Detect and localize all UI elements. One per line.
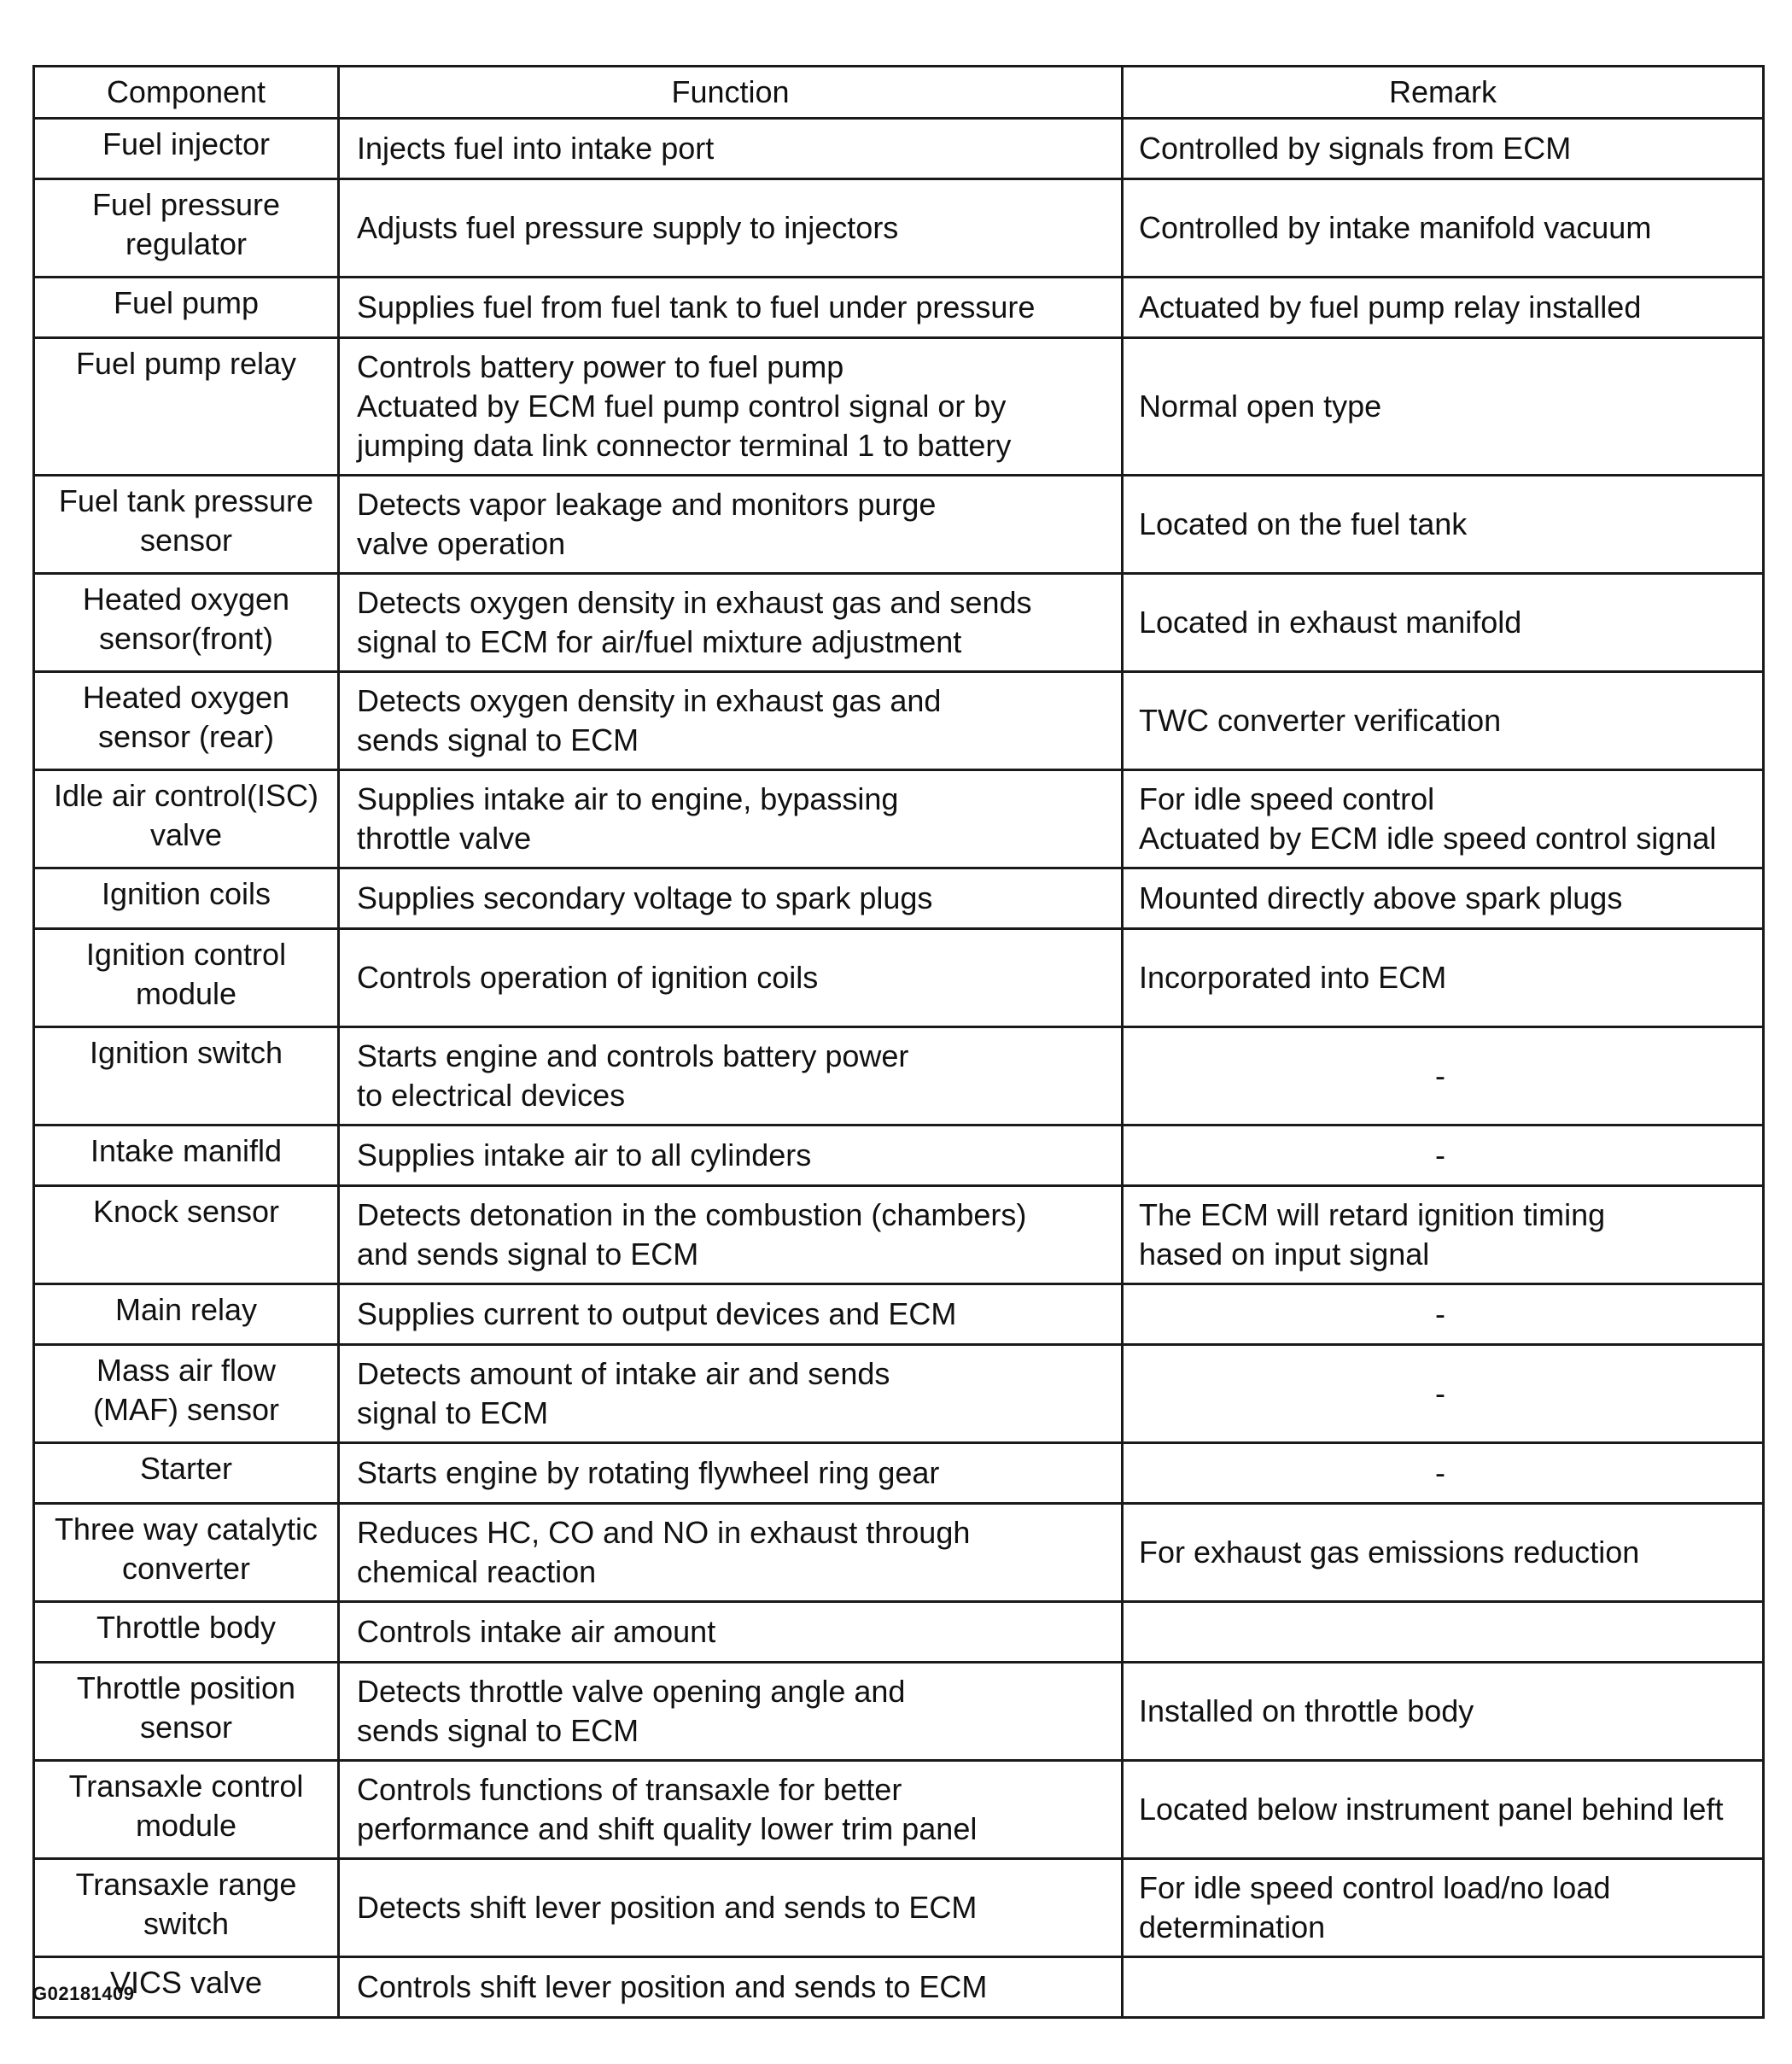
table-row — [34, 1663, 1764, 1761]
cell-component-line: switch — [143, 1906, 230, 1941]
cell-function-line: Controls functions of transaxle for better — [357, 1772, 902, 1807]
cell-component-line: Fuel pump relay — [75, 346, 297, 381]
cell-remark — [1123, 1602, 1764, 1663]
cell-function-line: Detects vapor leakage and monitors purge — [357, 487, 937, 522]
cell-remark-line: Mounted directly above spark plugs — [1139, 880, 1623, 915]
cell-component-line: Transaxle control — [68, 1769, 304, 1804]
cell-remark-line: hased on input signal — [1139, 1237, 1430, 1272]
table-header-row — [34, 67, 1764, 119]
cell-function-line: signal to ECM for air/fuel mixture adjustment — [357, 624, 962, 659]
cell-component — [34, 1602, 339, 1663]
cell-function-line: chemical reaction — [357, 1554, 597, 1589]
cell-component-line: Mass air flow — [96, 1353, 277, 1388]
cell-component-line: valve — [149, 817, 223, 852]
cell-component-line: Fuel injector — [102, 126, 271, 161]
cell-component-line: Fuel pressure — [91, 187, 281, 222]
cell-remark — [1123, 1345, 1764, 1443]
cell-remark-line: For exhaust gas emissions reduction — [1139, 1535, 1640, 1570]
cell-function — [339, 770, 1123, 868]
column-header-remark: Remark — [1123, 67, 1764, 119]
cell-remark — [1123, 1027, 1764, 1126]
cell-component-line: Knock sensor — [92, 1194, 280, 1229]
cell-component-line: (MAF) sensor — [92, 1392, 280, 1427]
cell-component-line: Throttle position — [76, 1670, 296, 1705]
cell-remark-line: Actuated by fuel pump relay installed — [1139, 289, 1642, 325]
cell-remark-line: - — [1435, 1058, 1445, 1093]
cell-component-line: sensor (rear) — [97, 719, 275, 754]
cell-component — [34, 1504, 339, 1602]
table-row — [34, 179, 1764, 278]
cell-component — [34, 1027, 339, 1126]
cell-remark-line: - — [1435, 1376, 1445, 1411]
table-row — [34, 338, 1764, 476]
cell-function-line: Detects shift lever position and sends to ECM — [357, 1890, 978, 1925]
cell-component-line: Fuel tank pressure — [58, 483, 314, 518]
cell-function — [339, 868, 1123, 929]
cell-component — [34, 338, 339, 476]
cell-function-line: Controls intake air amount — [357, 1614, 716, 1649]
cell-function-line: Starts engine by rotating flywheel ring gear — [357, 1455, 940, 1490]
cell-remark-line: Normal open type — [1139, 389, 1382, 424]
cell-function — [339, 476, 1123, 574]
cell-function-line: Adjusts fuel pressure supply to injectors — [357, 210, 899, 245]
cell-function — [339, 1186, 1123, 1284]
cell-function — [339, 1602, 1123, 1663]
cell-component-line: module — [135, 1808, 237, 1843]
cell-remark-line: determination — [1139, 1909, 1326, 1944]
cell-component-line: Ignition switch — [89, 1035, 283, 1070]
cell-component — [34, 1284, 339, 1345]
cell-function-line: sends signal to ECM — [357, 722, 639, 757]
cell-component — [34, 770, 339, 868]
cell-function-line: throttle valve — [357, 821, 532, 856]
table-row — [34, 1284, 1764, 1345]
cell-remark-line: Installed on throttle body — [1139, 1693, 1474, 1728]
cell-component-line: sensor — [139, 1710, 233, 1745]
cell-function — [339, 179, 1123, 278]
cell-remark — [1123, 1126, 1764, 1186]
cell-function-line: to electrical devices — [357, 1078, 626, 1113]
cell-remark — [1123, 1186, 1764, 1284]
cell-function-line: Detects oxygen density in exhaust gas and sends — [357, 585, 1032, 620]
cell-component — [34, 929, 339, 1027]
cell-remark — [1123, 1663, 1764, 1761]
cell-component-line: regulator — [125, 226, 248, 261]
cell-function-line: Injects fuel into intake port — [357, 131, 715, 166]
table-row — [34, 1602, 1764, 1663]
cell-remark-line: - — [1435, 1137, 1445, 1172]
cell-remark — [1123, 929, 1764, 1027]
cell-component-line: Fuel pump — [113, 285, 260, 320]
cell-function — [339, 278, 1123, 338]
cell-function-line: and sends signal to ECM — [357, 1237, 699, 1272]
cell-component — [34, 476, 339, 574]
cell-function-line: Detects throttle valve opening angle and — [357, 1674, 906, 1709]
table-row — [34, 1504, 1764, 1602]
cell-component-line: Intake manifld — [90, 1133, 283, 1168]
cell-component-line: Idle air control(ISC) — [53, 778, 319, 813]
cell-remark-line: Actuated by ECM idle speed control signal — [1139, 821, 1717, 856]
cell-remark — [1123, 179, 1764, 278]
cell-function-line: Controls battery power to fuel pump — [357, 349, 844, 384]
cell-remark — [1123, 1284, 1764, 1345]
cell-function-line: Controls shift lever position and sends to ECM — [357, 1969, 988, 2004]
cell-remark — [1123, 1957, 1764, 2018]
cell-remark — [1123, 672, 1764, 770]
column-header-component: Component — [34, 67, 339, 119]
cell-remark — [1123, 770, 1764, 868]
cell-function-line: jumping data link connector terminal 1 to battery — [357, 428, 1012, 463]
cell-component — [34, 672, 339, 770]
cell-component-line: Ignition coils — [101, 876, 271, 911]
cell-remark-line: TWC converter verification — [1139, 703, 1502, 738]
cell-function — [339, 1443, 1123, 1504]
cell-component-line: Main relay — [114, 1292, 258, 1327]
cell-function-line: valve operation — [357, 526, 566, 561]
table-row — [34, 1761, 1764, 1859]
cell-function — [339, 338, 1123, 476]
cell-function — [339, 1504, 1123, 1602]
table-row — [34, 672, 1764, 770]
cell-component-line: sensor(front) — [98, 621, 274, 656]
cell-function-line: Reduces HC, CO and NO in exhaust through — [357, 1515, 971, 1550]
cell-function — [339, 1284, 1123, 1345]
cell-function — [339, 119, 1123, 179]
table-row — [34, 868, 1764, 929]
cell-component — [34, 1443, 339, 1504]
cell-remark-line: Controlled by intake manifold vacuum — [1139, 210, 1652, 245]
table-row — [34, 1859, 1764, 1957]
cell-remark-line: For idle speed control load/no load — [1139, 1870, 1611, 1905]
cell-function — [339, 929, 1123, 1027]
cell-function — [339, 1126, 1123, 1186]
cell-component-line: converter — [121, 1551, 251, 1586]
cell-component — [34, 1663, 339, 1761]
cell-function — [339, 574, 1123, 672]
column-header-function: Function — [339, 67, 1123, 119]
cell-function-line: sends signal to ECM — [357, 1713, 639, 1748]
cell-component — [34, 1859, 339, 1957]
table-row — [34, 1345, 1764, 1443]
cell-remark-line: - — [1435, 1296, 1445, 1331]
cell-component — [34, 278, 339, 338]
cell-remark-line: For idle speed control — [1139, 781, 1435, 816]
cell-remark — [1123, 868, 1764, 929]
cell-function-line: Supplies intake air to all cylinders — [357, 1137, 812, 1172]
cell-remark — [1123, 119, 1764, 179]
cell-component — [34, 868, 339, 929]
table-row — [34, 574, 1764, 672]
cell-component-line: VICS valve — [109, 1965, 263, 2000]
table-row — [34, 770, 1764, 868]
cell-function-line: Supplies intake air to engine, bypassing — [357, 781, 899, 816]
table-row — [34, 1957, 1764, 2018]
cell-remark — [1123, 338, 1764, 476]
cell-function-line: Actuated by ECM fuel pump control signal or by — [357, 389, 1007, 424]
table-row — [34, 1443, 1764, 1504]
cell-function-line: Detects detonation in the combustion (chambers) — [357, 1197, 1027, 1232]
cell-remark — [1123, 1443, 1764, 1504]
table-row — [34, 1126, 1764, 1186]
cell-remark — [1123, 476, 1764, 574]
cell-component — [34, 1186, 339, 1284]
cell-function — [339, 672, 1123, 770]
figure-id: G02181409 — [32, 1983, 135, 2004]
cell-component-line: Three way catalytic — [54, 1511, 318, 1547]
table-body — [34, 119, 1764, 2018]
cell-remark-line: The ECM will retard ignition timing — [1139, 1197, 1606, 1232]
cell-function-line: Detects oxygen density in exhaust gas and — [357, 683, 942, 718]
cell-component — [34, 1345, 339, 1443]
table-row — [34, 476, 1764, 574]
table-row — [34, 1186, 1764, 1284]
cell-function — [339, 1761, 1123, 1859]
table-row — [34, 119, 1764, 179]
cell-remark-line: Controlled by signals from ECM — [1139, 131, 1572, 166]
cell-component-line: Starter — [139, 1451, 233, 1486]
cell-function-line: Supplies secondary voltage to spark plugs — [357, 880, 933, 915]
cell-remark — [1123, 1859, 1764, 1957]
cell-function-line: Supplies current to output devices and ECM — [357, 1296, 957, 1331]
cell-component-line: Transaxle range — [75, 1867, 297, 1902]
cell-function — [339, 1027, 1123, 1126]
cell-remark-line: Located on the fuel tank — [1139, 506, 1468, 541]
cell-function-line: Starts engine and controls battery power — [357, 1038, 909, 1073]
cell-component — [34, 1761, 339, 1859]
cell-function — [339, 1345, 1123, 1443]
cell-remark-line: - — [1435, 1455, 1445, 1490]
cell-component — [34, 1126, 339, 1186]
cell-function — [339, 1859, 1123, 1957]
cell-component — [34, 179, 339, 278]
table-row — [34, 278, 1764, 338]
cell-component — [34, 574, 339, 672]
cell-function-line: signal to ECM — [357, 1395, 549, 1430]
table-row — [34, 929, 1764, 1027]
cell-function-line: performance and shift quality lower trim panel — [357, 1811, 978, 1846]
cell-function — [339, 1957, 1123, 2018]
cell-remark — [1123, 574, 1764, 672]
cell-remark — [1123, 278, 1764, 338]
component-function-table — [32, 65, 1765, 2019]
cell-function-line: Controls operation of ignition coils — [357, 960, 819, 995]
cell-component-line: Heated oxygen — [82, 582, 290, 617]
cell-remark-line: Located in exhaust manifold — [1139, 605, 1522, 640]
cell-remark-line: Located below instrument panel behind left — [1139, 1792, 1724, 1827]
cell-remark — [1123, 1761, 1764, 1859]
cell-component-line: module — [135, 976, 237, 1011]
cell-function — [339, 1663, 1123, 1761]
cell-function-line: Supplies fuel from fuel tank to fuel under pressure — [357, 289, 1036, 325]
cell-component-line: Throttle body — [96, 1610, 277, 1645]
cell-component-line: sensor — [139, 523, 233, 558]
cell-remark-line: Incorporated into ECM — [1139, 960, 1447, 995]
cell-component-line: Ignition control — [85, 937, 287, 972]
cell-component — [34, 119, 339, 179]
cell-component-line: Heated oxygen — [82, 680, 290, 715]
cell-function-line: Detects amount of intake air and sends — [357, 1356, 890, 1391]
table-row — [34, 1027, 1764, 1126]
cell-remark — [1123, 1504, 1764, 1602]
